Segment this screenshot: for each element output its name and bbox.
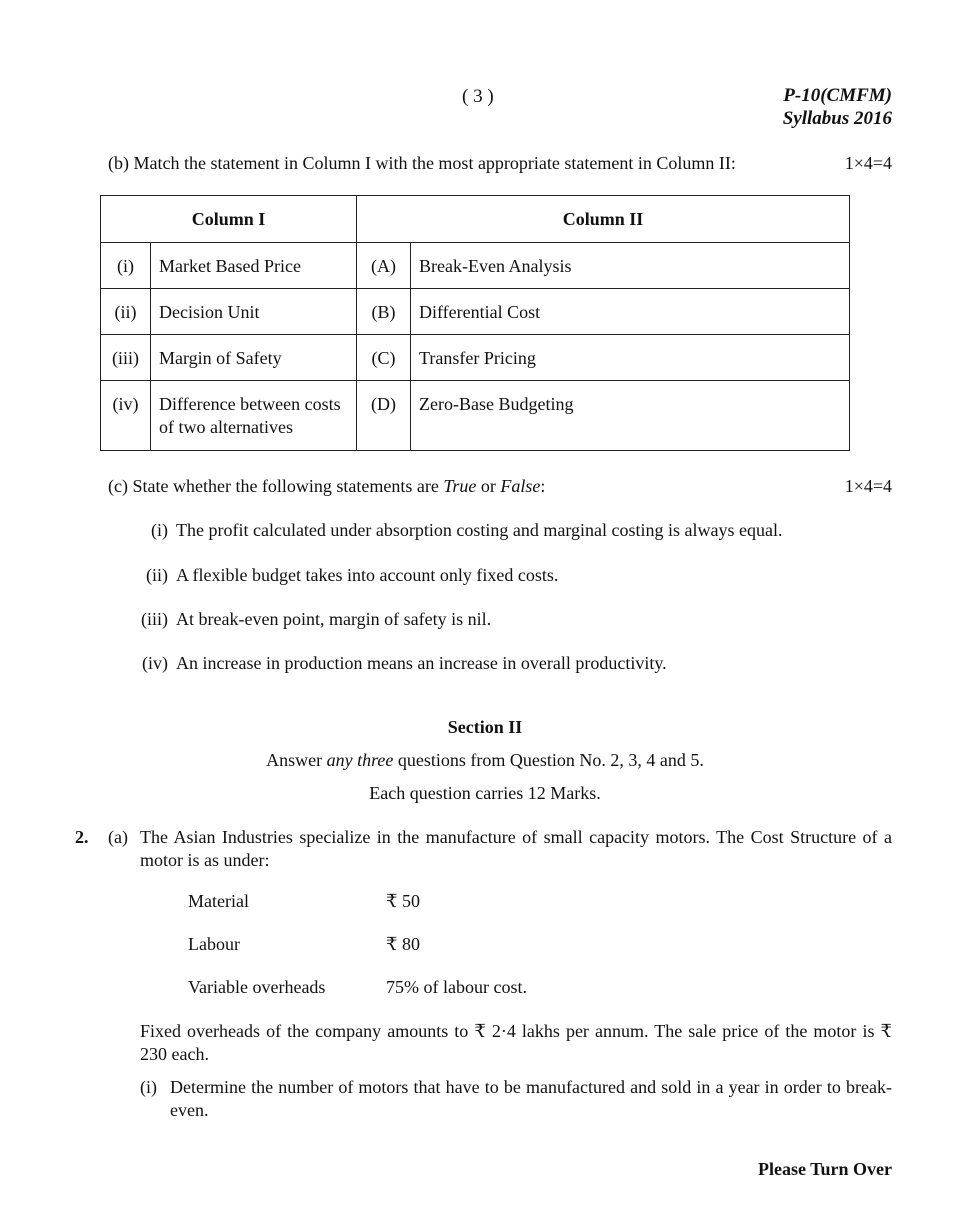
cost-row (188, 891, 420, 912)
row-label-2: (D) (357, 381, 411, 451)
list-item (128, 609, 892, 630)
sub-question-text: Determine the number of motors that have to be manufactured and sold in a year in order to break-even. (170, 1077, 892, 1120)
column-1-item: Margin of Safety (151, 335, 357, 381)
column-2-item: Zero-Base Budgeting (411, 381, 850, 451)
table-row (101, 243, 850, 289)
statement-label: (i) (151, 520, 168, 540)
row-label-1: (ii) (101, 289, 151, 335)
statement-label: (ii) (146, 565, 168, 585)
please-turn-over: Please Turn Over (758, 1159, 892, 1179)
cost-row (188, 977, 527, 998)
part-b-marks: 1×4=4 (844, 153, 892, 173)
part-c-prefix: (c) State whether the following statements are (108, 476, 444, 496)
paper-code: P-10(CMFM) (783, 85, 892, 106)
column-2-item: Transfer Pricing (411, 335, 850, 381)
row-label-1: (iv) (101, 381, 151, 451)
table-row (101, 335, 850, 381)
column-2-header: Column II (357, 196, 850, 243)
column-1-item: Difference between costs of two alternatives (151, 381, 357, 451)
question-part: (a) (108, 827, 128, 847)
list-item (128, 565, 892, 586)
part-b-text: (b) Match the statement in Column I with the most appropriate statement in Column II: (108, 153, 736, 173)
paper-code-block (783, 84, 892, 130)
statement-text: An increase in production means an increase in overall productivity. (176, 653, 667, 673)
part-c-marks: 1×4=4 (844, 476, 892, 496)
column-1-item: Decision Unit (151, 289, 357, 335)
question-text: The Asian Industries specialize in the manufacture of small capacity motors. The Cost Structure of a motor is as under: (140, 827, 892, 870)
cost-value: ₹ 80 (386, 934, 420, 954)
list-item (128, 520, 892, 541)
row-label-1: (iii) (101, 335, 151, 381)
cost-item: Variable overheads (188, 977, 326, 997)
row-label-2: (C) (357, 335, 411, 381)
column-1-item: Market Based Price (151, 243, 357, 289)
question-number: 2. (75, 827, 89, 847)
cost-value: 75% of labour cost. (386, 977, 527, 997)
part-c-suffix: : (540, 476, 546, 496)
match-table (100, 195, 850, 451)
sub-question-i (140, 1076, 892, 1122)
table-row (101, 381, 850, 451)
page-number: ( 3 ) (462, 86, 494, 107)
statement-text: A flexible budget takes into account only fixed costs. (176, 565, 559, 585)
section-title: Section II (447, 717, 523, 737)
row-label-1: (i) (101, 243, 151, 289)
column-2-item: Differential Cost (411, 289, 850, 335)
section-instruction (0, 750, 970, 771)
row-label-2: (B) (357, 289, 411, 335)
match-table-header (101, 196, 850, 243)
row-label-2: (A) (357, 243, 411, 289)
cost-value: ₹ 50 (386, 891, 420, 911)
section-instruction-emphasis: any three (326, 750, 394, 770)
table-row (101, 289, 850, 335)
part-c-text (108, 476, 545, 497)
statement-label: (iv) (142, 653, 168, 673)
cost-item: Labour (188, 934, 240, 954)
cost-row (188, 934, 420, 955)
true-word: True (443, 476, 477, 496)
section-instruction-prefix: Answer (266, 750, 327, 770)
part-c-instruction (108, 476, 892, 497)
section-instruction-suffix: questions from Question No. 2, 3, 4 and 5. (393, 750, 704, 770)
section-marks-note: Each question carries 12 Marks. (369, 783, 601, 803)
column-2-item: Break-Even Analysis (411, 243, 850, 289)
list-item (128, 653, 892, 674)
statement-text: At break-even point, margin of safety is nil. (176, 609, 492, 629)
statement-text: The profit calculated under absorption costing and marginal costing is always equal. (176, 520, 783, 540)
or-word: or (476, 476, 501, 496)
fixed-overheads-text: Fixed overheads of the company amounts to ₹ 2·4 lakhs per annum. The sale price of the motor is ₹ 230 each. (140, 1021, 892, 1064)
question-2 (75, 826, 892, 872)
statement-label: (iii) (141, 609, 168, 629)
cost-item: Material (188, 891, 249, 911)
syllabus-year: Syllabus 2016 (782, 108, 892, 129)
column-1-header: Column I (101, 196, 357, 243)
sub-question-label: (i) (140, 1077, 157, 1097)
false-word: False (500, 476, 541, 496)
part-b-instruction (108, 153, 892, 174)
